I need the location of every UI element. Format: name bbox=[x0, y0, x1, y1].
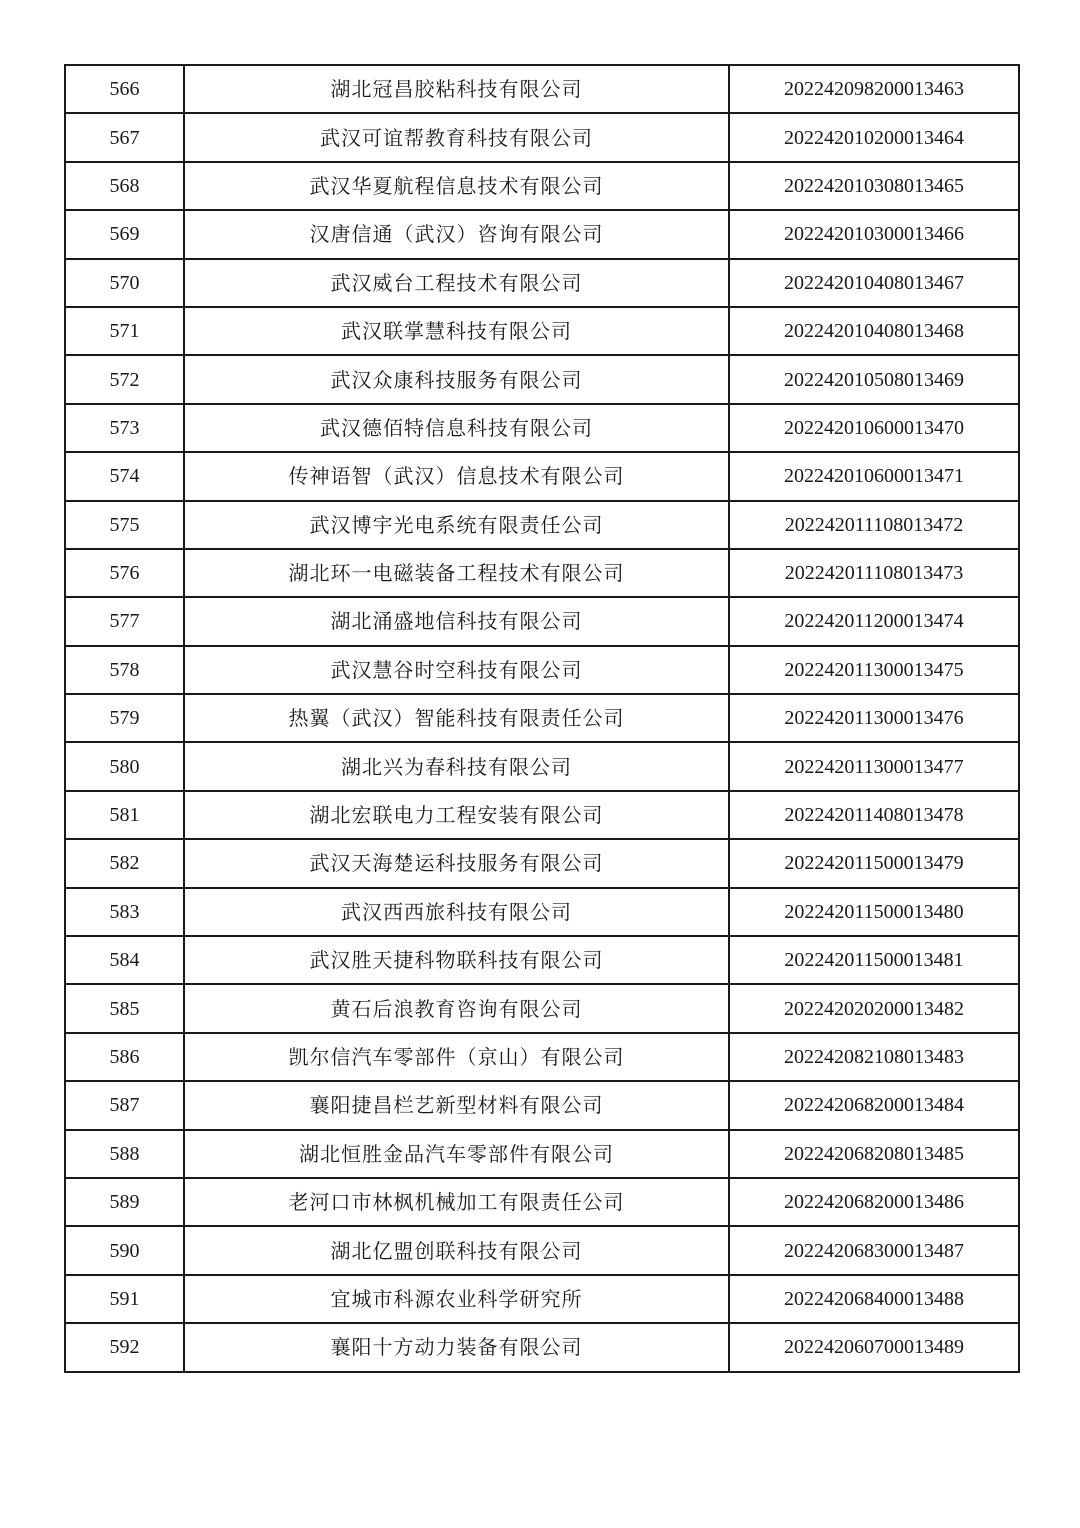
row-number-cell: 577 bbox=[65, 597, 184, 645]
company-name-cell: 武汉天海楚运科技服务有限公司 bbox=[184, 839, 729, 887]
row-number-cell: 574 bbox=[65, 452, 184, 500]
registration-code-cell: 202242068200013486 bbox=[729, 1178, 1019, 1226]
table-row bbox=[65, 355, 1019, 403]
registration-code-cell: 202242010408013467 bbox=[729, 259, 1019, 307]
company-name-cell: 热翼（武汉）智能科技有限责任公司 bbox=[184, 694, 729, 742]
company-name-cell: 武汉威台工程技术有限公司 bbox=[184, 259, 729, 307]
table-row bbox=[65, 1033, 1019, 1081]
company-name-cell: 武汉慧谷时空科技有限公司 bbox=[184, 646, 729, 694]
table-row bbox=[65, 888, 1019, 936]
company-name-cell: 武汉西西旅科技有限公司 bbox=[184, 888, 729, 936]
table-row bbox=[65, 742, 1019, 790]
table-row bbox=[65, 549, 1019, 597]
row-number-cell: 591 bbox=[65, 1275, 184, 1323]
table-row bbox=[65, 984, 1019, 1032]
company-name-cell: 宜城市科源农业科学研究所 bbox=[184, 1275, 729, 1323]
company-name-cell: 传神语智（武汉）信息技术有限公司 bbox=[184, 452, 729, 500]
registration-code-cell: 202242011300013477 bbox=[729, 742, 1019, 790]
registration-code-cell: 202242011300013475 bbox=[729, 646, 1019, 694]
registration-code-cell: 202242011500013479 bbox=[729, 839, 1019, 887]
registration-code-cell: 202242010408013468 bbox=[729, 307, 1019, 355]
company-name-cell: 湖北兴为春科技有限公司 bbox=[184, 742, 729, 790]
company-name-cell: 湖北环一电磁装备工程技术有限公司 bbox=[184, 549, 729, 597]
company-name-cell: 襄阳十方动力装备有限公司 bbox=[184, 1323, 729, 1371]
registration-code-cell: 202242011200013474 bbox=[729, 597, 1019, 645]
table-row bbox=[65, 259, 1019, 307]
table-row bbox=[65, 791, 1019, 839]
table-row bbox=[65, 1130, 1019, 1178]
registration-code-cell: 202242060700013489 bbox=[729, 1323, 1019, 1371]
registration-code-cell: 202242011300013476 bbox=[729, 694, 1019, 742]
company-name-cell: 武汉众康科技服务有限公司 bbox=[184, 355, 729, 403]
company-name-cell: 武汉胜天捷科物联科技有限公司 bbox=[184, 936, 729, 984]
table-row bbox=[65, 1323, 1019, 1371]
table-row bbox=[65, 646, 1019, 694]
table-row bbox=[65, 501, 1019, 549]
company-name-cell: 老河口市林枫机械加工有限责任公司 bbox=[184, 1178, 729, 1226]
row-number-cell: 576 bbox=[65, 549, 184, 597]
registration-code-cell: 202242010300013466 bbox=[729, 210, 1019, 258]
row-number-cell: 571 bbox=[65, 307, 184, 355]
row-number-cell: 581 bbox=[65, 791, 184, 839]
table-row bbox=[65, 597, 1019, 645]
registration-code-cell: 202242010308013465 bbox=[729, 162, 1019, 210]
registry-table-body bbox=[65, 65, 1019, 1372]
company-name-cell: 武汉德佰特信息科技有限公司 bbox=[184, 404, 729, 452]
row-number-cell: 588 bbox=[65, 1130, 184, 1178]
table-row bbox=[65, 839, 1019, 887]
row-number-cell: 590 bbox=[65, 1226, 184, 1274]
row-number-cell: 568 bbox=[65, 162, 184, 210]
table-row bbox=[65, 113, 1019, 161]
row-number-cell: 569 bbox=[65, 210, 184, 258]
table-row bbox=[65, 162, 1019, 210]
registration-code-cell: 202242068400013488 bbox=[729, 1275, 1019, 1323]
registration-code-cell: 202242068208013485 bbox=[729, 1130, 1019, 1178]
row-number-cell: 587 bbox=[65, 1081, 184, 1129]
row-number-cell: 582 bbox=[65, 839, 184, 887]
row-number-cell: 572 bbox=[65, 355, 184, 403]
registration-code-cell: 202242082108013483 bbox=[729, 1033, 1019, 1081]
company-name-cell: 武汉博宇光电系统有限责任公司 bbox=[184, 501, 729, 549]
company-name-cell: 汉唐信通（武汉）咨询有限公司 bbox=[184, 210, 729, 258]
row-number-cell: 586 bbox=[65, 1033, 184, 1081]
row-number-cell: 567 bbox=[65, 113, 184, 161]
table-row bbox=[65, 936, 1019, 984]
table-row bbox=[65, 1275, 1019, 1323]
table-row bbox=[65, 452, 1019, 500]
registration-code-cell: 202242010600013470 bbox=[729, 404, 1019, 452]
company-name-cell: 襄阳捷昌栏艺新型材料有限公司 bbox=[184, 1081, 729, 1129]
registration-code-cell: 202242010508013469 bbox=[729, 355, 1019, 403]
registration-code-cell: 202242098200013463 bbox=[729, 65, 1019, 113]
row-number-cell: 570 bbox=[65, 259, 184, 307]
row-number-cell: 585 bbox=[65, 984, 184, 1032]
registration-code-cell: 202242011108013472 bbox=[729, 501, 1019, 549]
registration-code-cell: 202242011500013481 bbox=[729, 936, 1019, 984]
row-number-cell: 566 bbox=[65, 65, 184, 113]
company-name-cell: 湖北亿盟创联科技有限公司 bbox=[184, 1226, 729, 1274]
registration-code-cell: 202242011500013480 bbox=[729, 888, 1019, 936]
company-name-cell: 湖北恒胜金品汽车零部件有限公司 bbox=[184, 1130, 729, 1178]
row-number-cell: 592 bbox=[65, 1323, 184, 1371]
table-row bbox=[65, 1178, 1019, 1226]
registration-code-cell: 202242011408013478 bbox=[729, 791, 1019, 839]
row-number-cell: 579 bbox=[65, 694, 184, 742]
row-number-cell: 573 bbox=[65, 404, 184, 452]
registration-code-cell: 202242011108013473 bbox=[729, 549, 1019, 597]
company-name-cell: 湖北冠昌胶粘科技有限公司 bbox=[184, 65, 729, 113]
table-row bbox=[65, 307, 1019, 355]
table-row bbox=[65, 404, 1019, 452]
registration-code-cell: 202242010200013464 bbox=[729, 113, 1019, 161]
table-row bbox=[65, 210, 1019, 258]
registration-code-cell: 202242068300013487 bbox=[729, 1226, 1019, 1274]
company-name-cell: 武汉联掌慧科技有限公司 bbox=[184, 307, 729, 355]
table-row bbox=[65, 1081, 1019, 1129]
table-row bbox=[65, 65, 1019, 113]
row-number-cell: 589 bbox=[65, 1178, 184, 1226]
registration-code-cell: 202242020200013482 bbox=[729, 984, 1019, 1032]
document-page bbox=[64, 64, 1014, 1373]
row-number-cell: 584 bbox=[65, 936, 184, 984]
row-number-cell: 578 bbox=[65, 646, 184, 694]
registration-code-cell: 202242068200013484 bbox=[729, 1081, 1019, 1129]
row-number-cell: 575 bbox=[65, 501, 184, 549]
company-name-cell: 凯尔信汽车零部件（京山）有限公司 bbox=[184, 1033, 729, 1081]
company-name-cell: 黄石后浪教育咨询有限公司 bbox=[184, 984, 729, 1032]
registry-table bbox=[64, 64, 1020, 1373]
table-row bbox=[65, 694, 1019, 742]
registration-code-cell: 202242010600013471 bbox=[729, 452, 1019, 500]
company-name-cell: 湖北宏联电力工程安装有限公司 bbox=[184, 791, 729, 839]
row-number-cell: 580 bbox=[65, 742, 184, 790]
row-number-cell: 583 bbox=[65, 888, 184, 936]
company-name-cell: 湖北涌盛地信科技有限公司 bbox=[184, 597, 729, 645]
table-row bbox=[65, 1226, 1019, 1274]
company-name-cell: 武汉可谊帮教育科技有限公司 bbox=[184, 113, 729, 161]
company-name-cell: 武汉华夏航程信息技术有限公司 bbox=[184, 162, 729, 210]
